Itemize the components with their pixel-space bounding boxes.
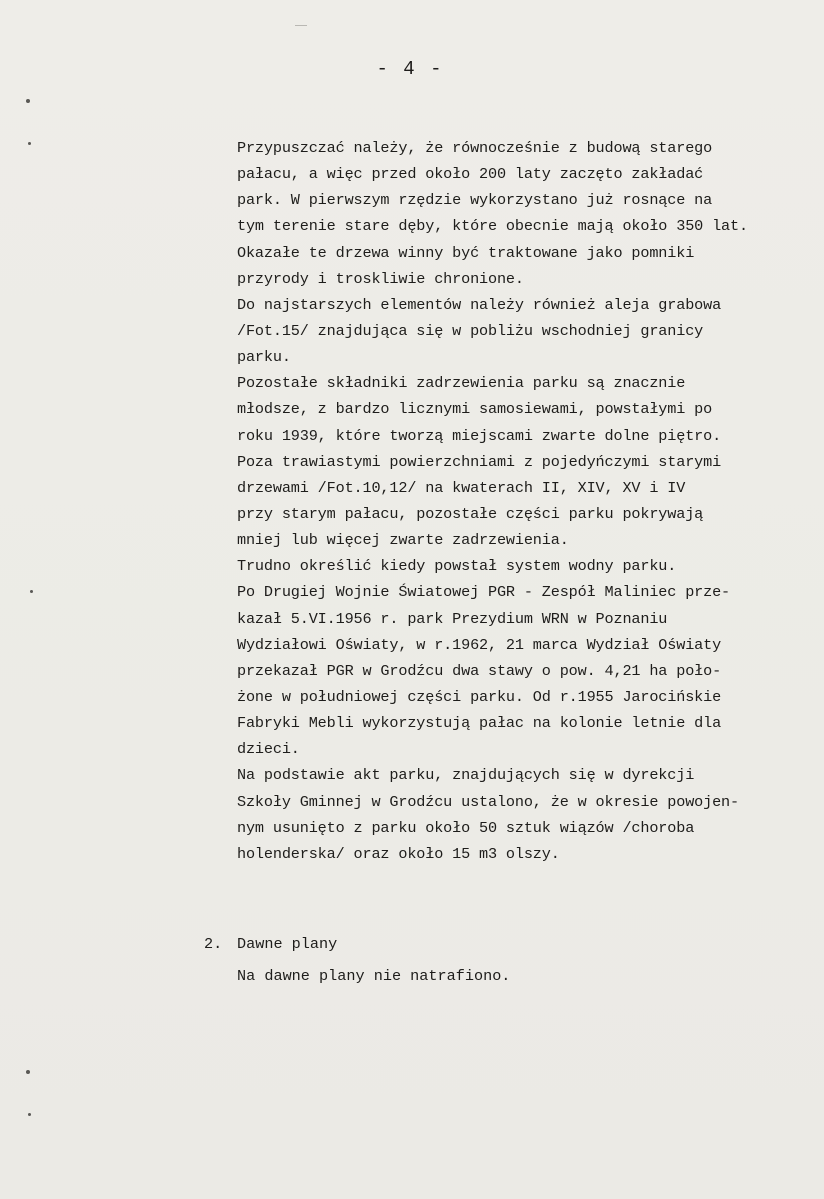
text-line: Przypuszczać należy, że równocześnie z budową starego (237, 139, 713, 157)
text-line: park. W pierwszym rzędzie wykorzystano już rosnące na (237, 191, 713, 210)
section-title: Dawne plany (237, 935, 338, 953)
text-line: Wydziałowi Oświaty, w r.1962, 21 marca Wydział Oświaty (237, 635, 722, 654)
text-line: żone w południowej części parku. Od r.1955 Jarocińskie (237, 687, 722, 706)
text-line: młodsze, z bardzo licznymi samosiewami, powstałymi po (237, 400, 713, 419)
text-line: drzewami /Fot.10,12/ na kwaterach II, XIV, XV i IV (237, 478, 686, 497)
text-line: nym usunięto z parku około 50 sztuk wiązów /choroba (237, 818, 695, 837)
text-line: przyrody i troskliwie chronione. (237, 269, 524, 288)
section-number: 2. (204, 935, 223, 953)
text-line: dzieci. (237, 740, 300, 759)
page-number: - 4 - (376, 58, 444, 80)
text-line: pałacu, a więc przed około 200 laty zaczęto zakładać (237, 165, 704, 184)
text-line: przy starym pałacu, pozostałe części parku pokrywają (237, 504, 704, 523)
text-line: Poza trawiastymi powierzchniami z pojedyńczymi starymi (237, 452, 722, 471)
text-line: Po Drugiej Wojnie Światowej PGR - Zespół Maliniec prze- (237, 583, 731, 602)
section-heading (204, 929, 804, 959)
text-line: holenderska/ oraz około 15 m3 olszy. (237, 844, 560, 863)
text-line: Okazałe te drzewa winny być traktowane jako pomniki (237, 243, 695, 262)
text-line: /Fot.15/ znajdująca się w pobliżu wschodniej granicy (237, 321, 704, 340)
punch-mark (26, 1070, 30, 1074)
section-old-plans (204, 929, 804, 993)
text-line: Szkoły Gminnej w Grodźcu ustalono, że w okresie powojen- (237, 792, 739, 811)
punch-mark (26, 99, 30, 103)
text-line: Do najstarszych elementów należy również aleja grabowa (237, 295, 722, 314)
text-line: Pozostałe składniki zadrzewienia parku są znacznie (237, 374, 686, 393)
punch-mark (30, 590, 33, 593)
body-paragraph (237, 135, 824, 867)
punch-mark (28, 1113, 31, 1116)
text-line: roku 1939, które tworzą miejscami zwarte dolne piętro. (237, 426, 722, 445)
text-line: przekazał PGR w Grodźcu dwa stawy o pow. 4,21 ha poło- (237, 661, 722, 680)
text-line: Trudno określić kiedy powstał system wodny parku. (237, 557, 677, 576)
section-text: Na dawne plany nie natrafiono. (237, 967, 511, 985)
text-line: Na podstawie akt parku, znajdujących się w dyrekcji (237, 766, 695, 785)
text-line: mniej lub więcej zwarte zadrzewienia. (237, 531, 569, 550)
text-line: tym terenie stare dęby, które obecnie mają około 350 lat. (237, 217, 748, 236)
text-line: parku. (237, 348, 291, 367)
scan-mark (295, 25, 307, 26)
text-line: Fabryki Mebli wykorzystują pałac na kolonie letnie dla (237, 714, 722, 733)
text-line: kazał 5.VI.1956 r. park Prezydium WRN w Poznaniu (237, 609, 668, 628)
punch-mark (28, 142, 31, 145)
